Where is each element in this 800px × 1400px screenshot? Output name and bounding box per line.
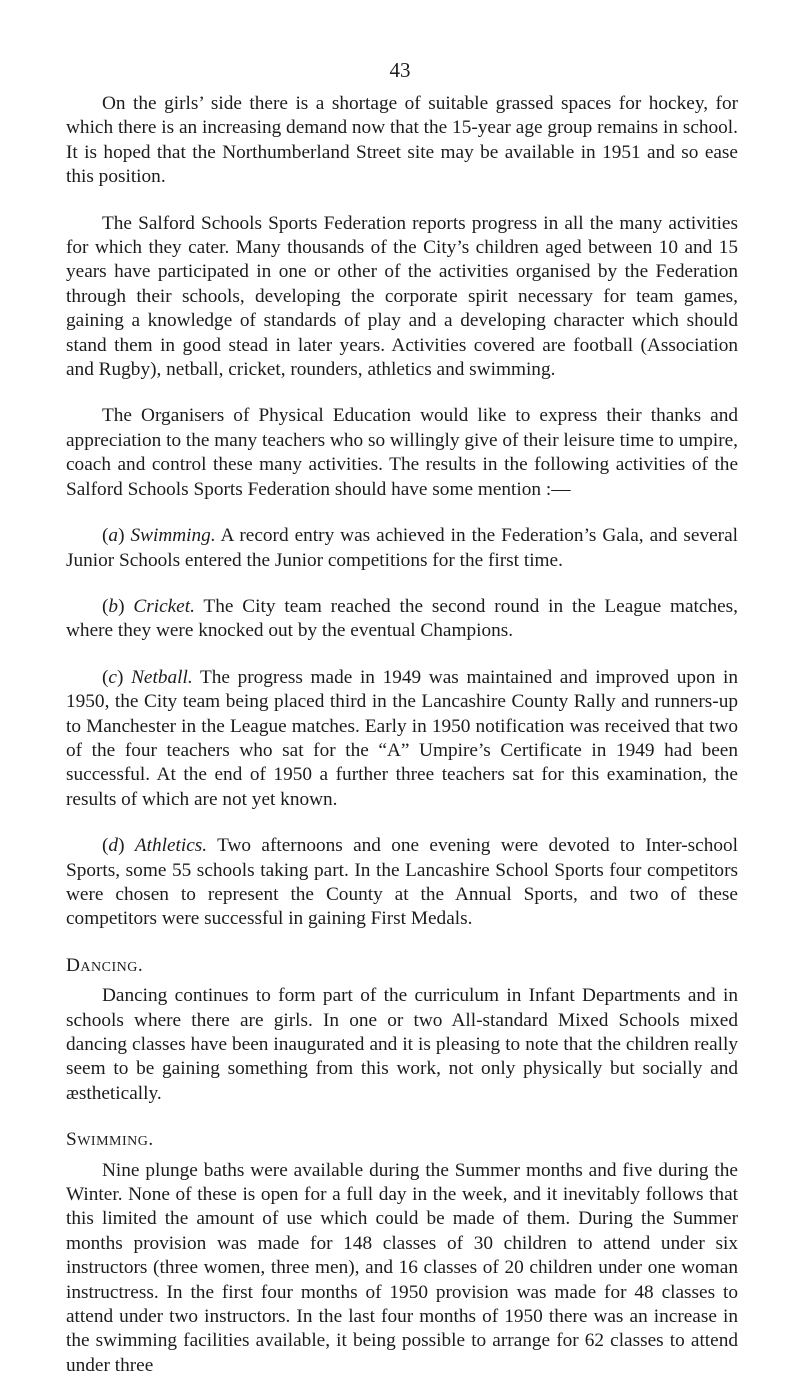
item-athletics: (d) Athletics. Two afternoons and one evening were devoted to Inter-school Sports, some 55 schools taking part. In the Lancashire School Sports four competitors were chosen to represent the County at the Annual Sports, and two of these competitors were successful in gaining First Medals.: [66, 835, 738, 930]
paragraph-federation: The Salford Schools Sports Federation reports progress in all the many activities for which they cater. Many thousands of the City’s children aged between 10 and 15 years have participated in one or other of the activities organised by the Federation through their schools, developing the corporate spirit necessary for team games, gaining a knowledge of standards of play and a developing character which should stand them in good stead in later years. Activities covered are football (Association and Rugby), netball, cricket, rounders, athletics and swimming.: [66, 212, 738, 381]
item-marker: d: [108, 835, 119, 857]
item-label: Netball.: [131, 666, 193, 688]
item-label: Cricket.: [133, 595, 195, 617]
item-label: Swimming.: [130, 525, 216, 547]
item-text: The progress made in 1949 was maintained and improved upon in 1950, the City team being placed third in the Lancashire County Rally and runners-up to Manchester in the League matches. Early in 1950 notification was received that two of the four teachers who sat for the “A” Umpire’s Certificate in 1949 had been successful. At the end of 1950 a further three teachers sat for this examination, the results of which are not yet known.: [66, 666, 738, 810]
item-marker: b: [108, 595, 119, 617]
paragraph-swimming: Nine plunge baths were available during the Summer months and five during the Winter. None of these is open for a full day in the week, and it inevitably follows that this limited the amount of use which could be made of them. During the Summer months provision was made for 148 classes of 30 children to attend under six instructors (three women, three men), and 16 classes of 20 children under one woman instructress. In the first four months of 1950 provision was made for 48 classes to attend under two instructors. In the last four months of 1950 there was an increase in the swimming facilities available, it being possible to arrange for 62 classes to attend under three: [66, 1159, 738, 1376]
paragraph-hockey: On the girls’ side there is a shortage of suitable grassed spaces for hockey, for which there is an increasing demand now that the 15-year age group remains in school. It is hoped that the Northumberland Street site may be available in 1951 and so ease this position.: [66, 93, 738, 188]
body-text: [66, 92, 738, 1400]
section-heading-swimming: Swimming.: [66, 1129, 154, 1151]
paragraph-dancing: Dancing continues to form part of the curriculum in Infant Departments and in schools where there are girls. In one or two All-standard Mixed Schools mixed dancing classes have been inaugurated and it is pleasing to note that the children really seem to be gaining something from this work, not only physically but socially and æsthetically.: [66, 985, 738, 1104]
item-text: A record entry was achieved in the Federation’s Gala, and several Junior Schools entered the Junior competitions for the first time.: [66, 525, 738, 571]
item-marker: c: [108, 666, 117, 688]
section-heading-dancing: Dancing.: [66, 954, 144, 976]
item-label: Athletics.: [134, 835, 208, 857]
paragraph-organisers: The Organisers of Physical Education would like to express their thanks and appreciation to the many teachers who so willingly give of their leisure time to umpire, coach and control these many activities. The results in the following activities of the Salford Schools Sports Federation should have some mention :—: [66, 405, 738, 500]
page-number: 43: [389, 58, 411, 82]
item-text: The City team reached the second round in the League matches, where they were knocked out by the eventual Champions.: [66, 595, 738, 642]
item-swimming: (a) Swimming. A record entry was achieved in the Federation’s Gala, and several Junior Schools entered the Junior competitions for the first time.: [66, 525, 738, 571]
item-marker: a: [108, 525, 119, 547]
item-netball: (c) Netball. The progress made in 1949 was maintained and improved upon in 1950, the City team being placed third in the Lancashire County Rally and runners-up to Manchester in the League matches. Early in 1950 notification was received that two of the four teachers who sat for the “A” Umpire’s Certificate in 1949 had been successful. At the end of 1950 a further three teachers sat for this examination, the results of which are not yet known.: [66, 666, 738, 810]
item-text: Two afternoons and one evening were devoted to Inter-school Sports, some 55 schools taking part. In the Lancashire School Sports four competitors were chosen to represent the County at the Annual Sports, and two of these competitors were successful in gaining First Medals.: [66, 835, 738, 930]
item-cricket: (b) Cricket. The City team reached the second round in the League matches, where they were knocked out by the eventual Champions.: [66, 595, 738, 642]
